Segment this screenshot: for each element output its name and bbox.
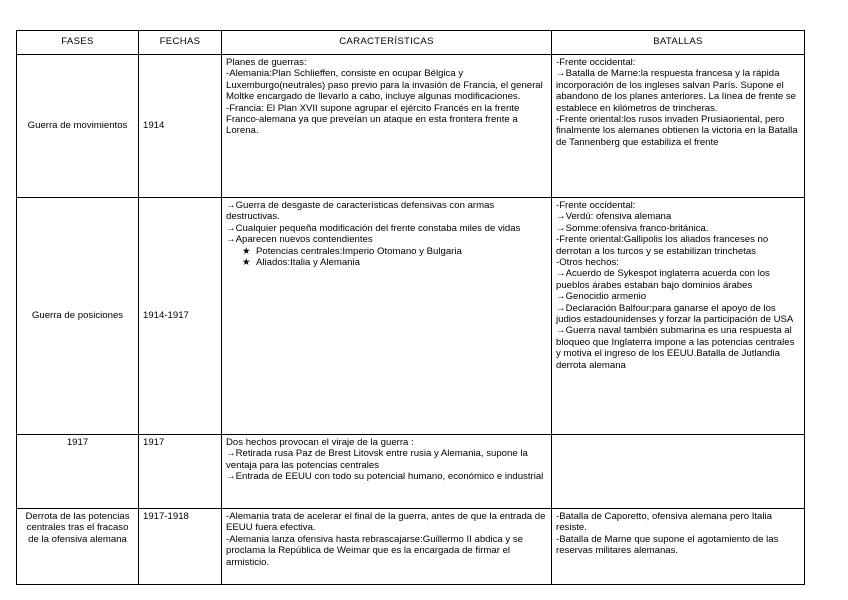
star-icon: ★ — [242, 245, 251, 257]
batalla-text: -Frente occidental: — [556, 57, 636, 68]
fase-cell: Guerra de movimientos — [17, 55, 139, 198]
header-row — [17, 31, 805, 55]
caracteristica-text: Dos hechos provocan el viraje de la guerra : — [226, 437, 414, 448]
table-row — [17, 198, 805, 435]
fase-cell: 1917 — [17, 435, 139, 509]
caracteristica-text: -Alemania trata de acelerar el final de la guerra, antes de que la entrada de EEUU fuera efectiva. — [226, 511, 546, 534]
table-row — [17, 55, 805, 198]
batalla-text: →Declaración Balfour:para ganarse el apoyo de los judios estadounidenses y forzar la participación de USA — [556, 302, 794, 326]
caracteristica-text: →Guerra de desgaste de características defensivas con armas destructivas. — [226, 200, 495, 223]
caracteristica-text: -Alemania lanza ofensiva hasta rebrascajarse:Guillermo II abdica y se proclama la República de Weimar que es la encargada de firmar el armisticio. — [226, 533, 524, 568]
batalla-text: -Otros hechos: — [556, 257, 619, 269]
header-fechas: FECHAS — [139, 31, 222, 55]
batalla-text: -Frente occidental: — [556, 200, 636, 211]
header-caracteristicas: CARACTERÍSTICAS — [222, 31, 552, 55]
caracteristicas-cell — [222, 55, 552, 198]
fase-cell: Derrota de las potencias centrales tras el fracaso de la ofensiva alemana — [17, 509, 139, 585]
header-batallas: BATALLAS — [552, 31, 805, 55]
star-icon: ★ — [242, 257, 251, 269]
batallas-cell — [552, 509, 805, 585]
fecha-cell: 1917 — [139, 435, 222, 509]
caracteristica-text: →Entrada de EEUU con todo su potencial humano, económico e industrial — [226, 471, 544, 483]
fecha-cell: 1914 — [139, 55, 222, 198]
caracteristica-text: →Aparecen nuevos contendientes — [226, 234, 373, 246]
batalla-text: -Frente oriental:los rusos invaden Prusiaoriental, pero finalmente los alemanes obtienen la victoria en la Batalla de Tannenberg que estabiliza el frente — [556, 114, 798, 148]
batallas-cell — [552, 198, 805, 435]
caracteristica-text: -Francia: El Plan XVII supone agrupar el ejército Francés en la frente Franco-alemana ya que preveían un ataque en esta frontera frente a Lorena. — [226, 102, 520, 137]
table-row — [17, 509, 805, 585]
caracteristica-text: →Cualquier pequeña modificación del frente constaba miles de vidas — [226, 222, 521, 234]
star-bullet-item: ★ Aliados:Italia y Alemania — [242, 257, 360, 269]
fecha-cell: 1914-1917 — [139, 198, 222, 435]
batalla-text: →Genocidio armenio — [556, 291, 647, 303]
batallas-cell — [552, 55, 805, 198]
batalla-text: -Batalla de Caporetto, ofensiva alemana pero Italia resiste. — [556, 511, 772, 534]
header-fases: FASES — [17, 31, 139, 55]
caracteristica-text: →Retirada rusa Paz de Brest Litovsk entre rusia y Alemania, supone la ventaja para las potencias centrales — [226, 448, 528, 471]
caracteristicas-cell — [222, 509, 552, 585]
caracteristicas-cell — [222, 198, 552, 435]
batalla-text: -Batalla de Marne que supone el agotamiento de las reservas militares alemanas. — [556, 533, 779, 557]
caracteristica-text: Planes de guerras: — [226, 57, 307, 68]
table-row — [17, 435, 805, 509]
batalla-text: →Verdú: ofensiva alemana — [556, 211, 672, 223]
history-table — [16, 30, 805, 585]
batalla-text: →Guerra naval también submarina es una respuesta al bloqueo que Inglaterra impone a las potencias centrales y motiva el ingreso de los EEUU.Batalla de Jutlandia derrota alemana — [556, 325, 795, 371]
batalla-text: →Batalla de Marne:la respuesta francesa y la rápida incorporación de los ingleses salvan París. Supone el abandono de los planes anteriores. La línea de frente se establece en kilómetros de trincheras. — [556, 68, 797, 114]
batallas-cell — [552, 435, 805, 509]
caracteristicas-cell — [222, 435, 552, 509]
batalla-text: →Acuerdo de Sykespot inglaterra acuerda con los pueblos árabes estaban bajo dominios árabes — [556, 268, 770, 291]
fase-cell: Guerra de posiciones — [17, 198, 139, 435]
caracteristica-text: -Alemania:Plan Schlieffen, consiste en ocupar Bélgica y Luxemburgo(neutrales) paso previo para la invasión de Francia, el general Moltke encargado de llevarlo a cabo, incluye algunas modificaciones. — [226, 68, 543, 103]
star-bullet-item: ★ Potencias centrales:Imperio Otomano y Bulgaria — [242, 245, 462, 257]
fecha-cell: 1917-1918 — [139, 509, 222, 585]
batalla-text: →Somme:ofensiva franco-británica. — [556, 222, 709, 234]
batalla-text: -Frente oriental:Gallipolis los aliados franceses no derrotan a los turcos y se estabilizan trinchetas — [556, 234, 769, 257]
